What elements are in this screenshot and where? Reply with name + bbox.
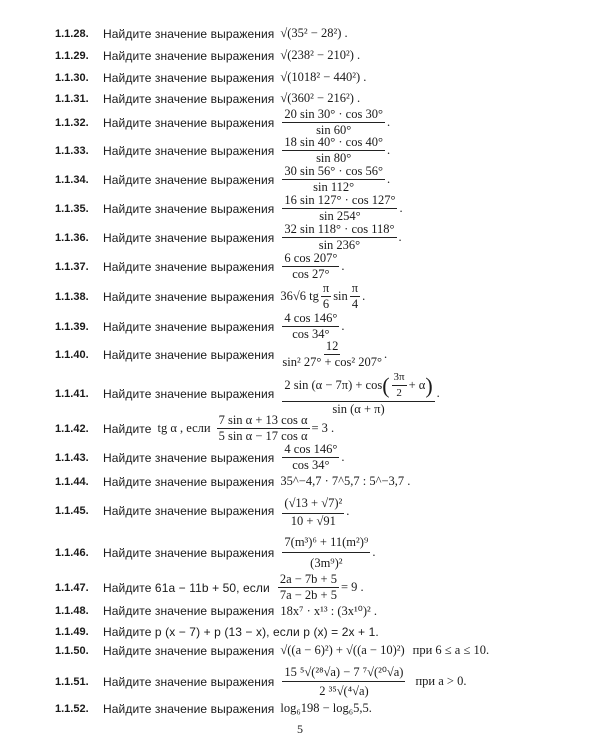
problem-number: 1.1.28. bbox=[55, 27, 89, 40]
problem-text: Найдите значение выражения bbox=[103, 319, 275, 334]
math-expression: 18x⁷ · x¹³ : (3x¹⁰)² . bbox=[280, 604, 377, 618]
problem-number: 1.1.32. bbox=[55, 116, 89, 129]
problem-number: 1.1.37. bbox=[55, 260, 89, 273]
problem-text: Найдите значение выражения bbox=[103, 474, 275, 489]
problem-1-1-38: 1.1.38. Найдите значение выражения 36√6 tg $\frac{\pi}{6}$ sin $\frac{\pi}{4}$ . bbox=[55, 281, 366, 311]
problem-text: Найдите значение выражения bbox=[103, 172, 275, 187]
problem-number: 1.1.49. bbox=[55, 626, 89, 638]
problem-1-1-42 bbox=[55, 414, 334, 443]
problem-1-1-30 bbox=[55, 70, 366, 85]
problem-number: 1.1.31. bbox=[55, 92, 89, 105]
problem-text: Найдите значение выражения bbox=[103, 604, 275, 618]
fraction bbox=[282, 371, 434, 416]
denominator: sin 236° bbox=[318, 238, 361, 252]
numerator: 30 sin 56° · cos 56° bbox=[284, 164, 383, 178]
numerator: 16 sin 127° · cos 127° bbox=[284, 193, 396, 207]
fraction bbox=[282, 664, 405, 699]
denominator: sin 60° bbox=[316, 123, 352, 137]
problem-text: Найдите значение выражения bbox=[103, 545, 275, 560]
math-expression: log₆198 − log₆5,5. bbox=[280, 701, 372, 715]
fraction bbox=[282, 108, 385, 137]
fraction bbox=[282, 340, 382, 369]
problem-number: 1.1.48. bbox=[55, 605, 89, 617]
problem-text: Найдите значение выражения bbox=[103, 259, 275, 274]
problem-text: Найдите значение выражения bbox=[103, 450, 275, 465]
denominator: (3m⁹)² bbox=[310, 556, 343, 570]
math-expression: = 9 . bbox=[340, 580, 364, 594]
problem-text: Найдите значение выражения bbox=[103, 701, 275, 716]
denominator: 5 sin α − 17 cos α bbox=[218, 429, 308, 443]
problem-1-1-39: 1.1.39. Найдите значение выражения $\frac{4 \cos 146^\circ}{\cos 34^\circ}$ . bbox=[55, 311, 345, 341]
fraction bbox=[282, 312, 339, 341]
problem-number: 1.1.36. bbox=[55, 231, 89, 244]
fraction bbox=[282, 136, 385, 165]
problem-1-1-36: 1.1.36. Найдите значение выражения $\frac{32 \sin 118^\circ \cdot \cos 118^\circ}{\sin 236^\circ}$ . bbox=[55, 222, 402, 252]
problem-1-1-41: 1.1.41. Найдите значение выражения 2 sin (α − 7π) + cos ( $\frac{3\pi}{2}$ + α ) sin (α + π) . bbox=[55, 371, 440, 416]
numerator: 4 cos 146° bbox=[284, 311, 338, 325]
fraction bbox=[321, 282, 331, 311]
problem-number: 1.1.34. bbox=[55, 173, 89, 186]
numerator-part: 2 sin (α − 7π) + cos bbox=[284, 378, 383, 392]
denominator: sin 112° bbox=[313, 180, 355, 194]
problem-1-1-31 bbox=[55, 91, 360, 106]
problem-1-1-35: 1.1.35. Найдите значение выражения $\frac{16 \sin 127^\circ \cdot \cos 127^\circ}{\sin 254^\circ}$ . bbox=[55, 193, 403, 223]
problem-text: Найдите значение выражения bbox=[103, 48, 275, 63]
problem-1-1-32: 1.1.32. Найдите значение выражения $\frac{20 \sin 30^\circ \cdot \cos 30^\circ}{\sin 60^\circ}$ . bbox=[55, 107, 391, 137]
problem-text: Найдите значение выражения bbox=[103, 115, 275, 130]
numerator: 2 sin (α − 7π) + cos ( $\frac{3\pi}{2}$ + α ) bbox=[282, 371, 434, 402]
problem-text: Найдите значение выражения bbox=[103, 643, 275, 658]
fraction bbox=[282, 194, 397, 223]
problem-text: Найдите 61a − 11b + 50, если bbox=[103, 580, 270, 595]
denominator: 4 bbox=[351, 297, 359, 311]
problem-number: 1.1.39. bbox=[55, 320, 89, 333]
numerator: 7 sin α + 13 cos α bbox=[218, 413, 308, 427]
problem-text: Найдите значение выражения bbox=[103, 289, 275, 304]
problem-number: 1.1.44. bbox=[55, 475, 89, 488]
problem-number: 1.1.30. bbox=[55, 71, 89, 84]
problem-1-1-34: 1.1.34. Найдите значение выражения $\frac{30 \sin 56^\circ \cdot \cos 56^\circ}{\sin 112^\circ}$ . bbox=[55, 164, 391, 194]
numerator: π bbox=[351, 281, 359, 295]
problem-number: 1.1.40. bbox=[55, 348, 89, 361]
page-number: 5 bbox=[297, 722, 303, 736]
denominator: sin (α + π) bbox=[332, 402, 385, 416]
inner-fraction bbox=[392, 371, 407, 400]
problem-text: Найдите значение выражения bbox=[103, 201, 275, 216]
math-expression: √(1018² − 440²) . bbox=[280, 70, 367, 84]
fraction bbox=[282, 494, 344, 528]
denominator: cos 27° bbox=[292, 267, 330, 281]
denominator: 10 + √91 bbox=[290, 514, 336, 528]
problem-1-1-52 bbox=[55, 701, 372, 716]
problem-1-1-29 bbox=[55, 48, 360, 63]
numerator: 20 sin 30° · cos 30° bbox=[284, 107, 383, 121]
problem-text: Найдите значение выражения bbox=[103, 674, 275, 689]
numerator: 6 cos 207° bbox=[284, 251, 338, 265]
problem-number: 1.1.46. bbox=[55, 546, 89, 559]
denominator: cos 34° bbox=[292, 458, 330, 472]
numerator: 4 cos 146° bbox=[284, 442, 338, 456]
fraction bbox=[350, 282, 360, 311]
problem-number: 1.1.35. bbox=[55, 202, 89, 215]
problem-text: Найдите p (x − 7) + p (13 − x), если p (x) = 2x + 1. bbox=[103, 625, 379, 639]
problem-text: Найдите значение выражения bbox=[103, 347, 275, 362]
problem-1-1-48 bbox=[55, 603, 377, 619]
fraction bbox=[282, 533, 370, 572]
numerator: (√13 + √7)² bbox=[282, 494, 344, 514]
problem-1-1-47 bbox=[55, 573, 364, 602]
fraction bbox=[282, 165, 385, 194]
problem-number: 1.1.43. bbox=[55, 451, 89, 464]
problem-1-1-50 bbox=[55, 643, 489, 658]
problem-1-1-45: 1.1.45. Найдите значение выражения $\frac{\text{(√13 + √7)²}}{10 + √91}$ . bbox=[55, 496, 350, 528]
problem-text: Найдите значение выражения bbox=[103, 26, 275, 41]
numerator: 32 sin 118° · cos 118° bbox=[284, 222, 395, 236]
fraction bbox=[282, 223, 396, 252]
math-expression: = 3 . bbox=[311, 421, 335, 435]
problem-1-1-49 bbox=[55, 625, 385, 639]
numerator-part: + α bbox=[408, 378, 426, 392]
problem-1-1-44 bbox=[55, 474, 410, 489]
problem-number: 1.1.52. bbox=[55, 702, 89, 715]
math-expression: tg α , если bbox=[157, 421, 211, 435]
denominator: cos 34° bbox=[292, 327, 330, 341]
denominator: 2 bbox=[396, 387, 402, 399]
numerator: 15 ⁵√(²⁸√a) − 7 ⁷√(²⁰√a) bbox=[282, 664, 405, 682]
math-expression: √(360² − 216²) . bbox=[280, 91, 361, 105]
problem-number: 1.1.51. bbox=[55, 675, 89, 688]
problem-number: 1.1.42. bbox=[55, 422, 89, 435]
problem-text: Найдите значение выражения bbox=[103, 504, 275, 518]
numerator: 3π bbox=[392, 371, 407, 386]
numerator: π bbox=[322, 281, 330, 295]
denominator: sin 254° bbox=[319, 209, 361, 223]
problem-1-1-43: 1.1.43. Найдите значение выражения $\frac{4 \cos 146^\circ}{\cos 34^\circ}$ . bbox=[55, 442, 345, 472]
problem-text: Найдите значение выражения bbox=[103, 91, 275, 106]
denominator: 2 ³⁵√(⁴√a) bbox=[319, 684, 369, 698]
problem-number: 1.1.50. bbox=[55, 644, 89, 657]
problem-number: 1.1.47. bbox=[55, 581, 89, 594]
problem-number: 1.1.41. bbox=[55, 387, 89, 400]
denominator: sin² 27° + cos² 207° bbox=[282, 355, 382, 369]
math-expression: √(238² − 210²) . bbox=[280, 48, 361, 62]
fraction bbox=[217, 414, 310, 443]
math-expression: 35^−4,7 · 7^5,7 : 5^−3,7 . bbox=[280, 474, 411, 488]
problem-number: 1.1.33. bbox=[55, 144, 89, 157]
denominator: sin 80° bbox=[316, 151, 352, 165]
numerator: 12 bbox=[325, 339, 339, 353]
problem-1-1-46: 1.1.46. Найдите значение выражения $\frac{\text{7(m³)⁶ + 11(m²)⁹}}{\text{(3m⁹)²}}$ . bbox=[55, 535, 376, 570]
problem-1-1-40: 1.1.40. Найдите значение выражения $\frac{12}{\text{sin² 27° + cos² 207°}}$ . bbox=[55, 339, 388, 369]
math-expression: √((a − 6)²) + √((a − 10)²) bbox=[280, 643, 405, 657]
problem-text: Найдите значение выражения bbox=[103, 386, 275, 401]
problem-text: Найдите значение выражения bbox=[103, 70, 275, 85]
problem-1-1-51 bbox=[55, 664, 466, 699]
problem-text: Найдите значение выражения bbox=[103, 230, 275, 245]
problem-number: 1.1.29. bbox=[55, 49, 89, 62]
problem-text: Найдите значение выражения bbox=[103, 143, 275, 158]
numerator: 7(m³)⁶ + 11(m²)⁹ bbox=[282, 533, 370, 553]
denominator: 7a − 2b + 5 bbox=[279, 588, 337, 602]
problem-number: 1.1.38. bbox=[55, 290, 89, 303]
numerator: 18 sin 40° · cos 40° bbox=[284, 135, 383, 149]
denominator: 6 bbox=[322, 297, 330, 311]
fraction bbox=[278, 573, 339, 602]
problem-number: 1.1.45. bbox=[55, 505, 89, 517]
math-expression: √(35² − 28²) . bbox=[280, 26, 348, 40]
problem-1-1-33: 1.1.33. Найдите значение выражения $\frac{18 \sin 40^\circ \cdot \cos 40^\circ}{\sin 80^\circ}$ . bbox=[55, 135, 391, 165]
fraction bbox=[282, 252, 339, 281]
numerator: 2a − 7b + 5 bbox=[279, 572, 337, 586]
fraction bbox=[282, 443, 339, 472]
math-expression: 36√6 tg bbox=[280, 289, 319, 303]
problem-1-1-28 bbox=[55, 26, 348, 41]
condition: при 6 ≤ a ≤ 10. bbox=[412, 643, 490, 657]
math-expression: sin bbox=[333, 289, 348, 303]
condition: при a > 0. bbox=[415, 674, 467, 688]
problem-text: Найдите bbox=[103, 421, 152, 436]
problem-1-1-37: 1.1.37. Найдите значение выражения $\frac{6 \cos 207^\circ}{\cos 27^\circ}$ . bbox=[55, 251, 345, 281]
